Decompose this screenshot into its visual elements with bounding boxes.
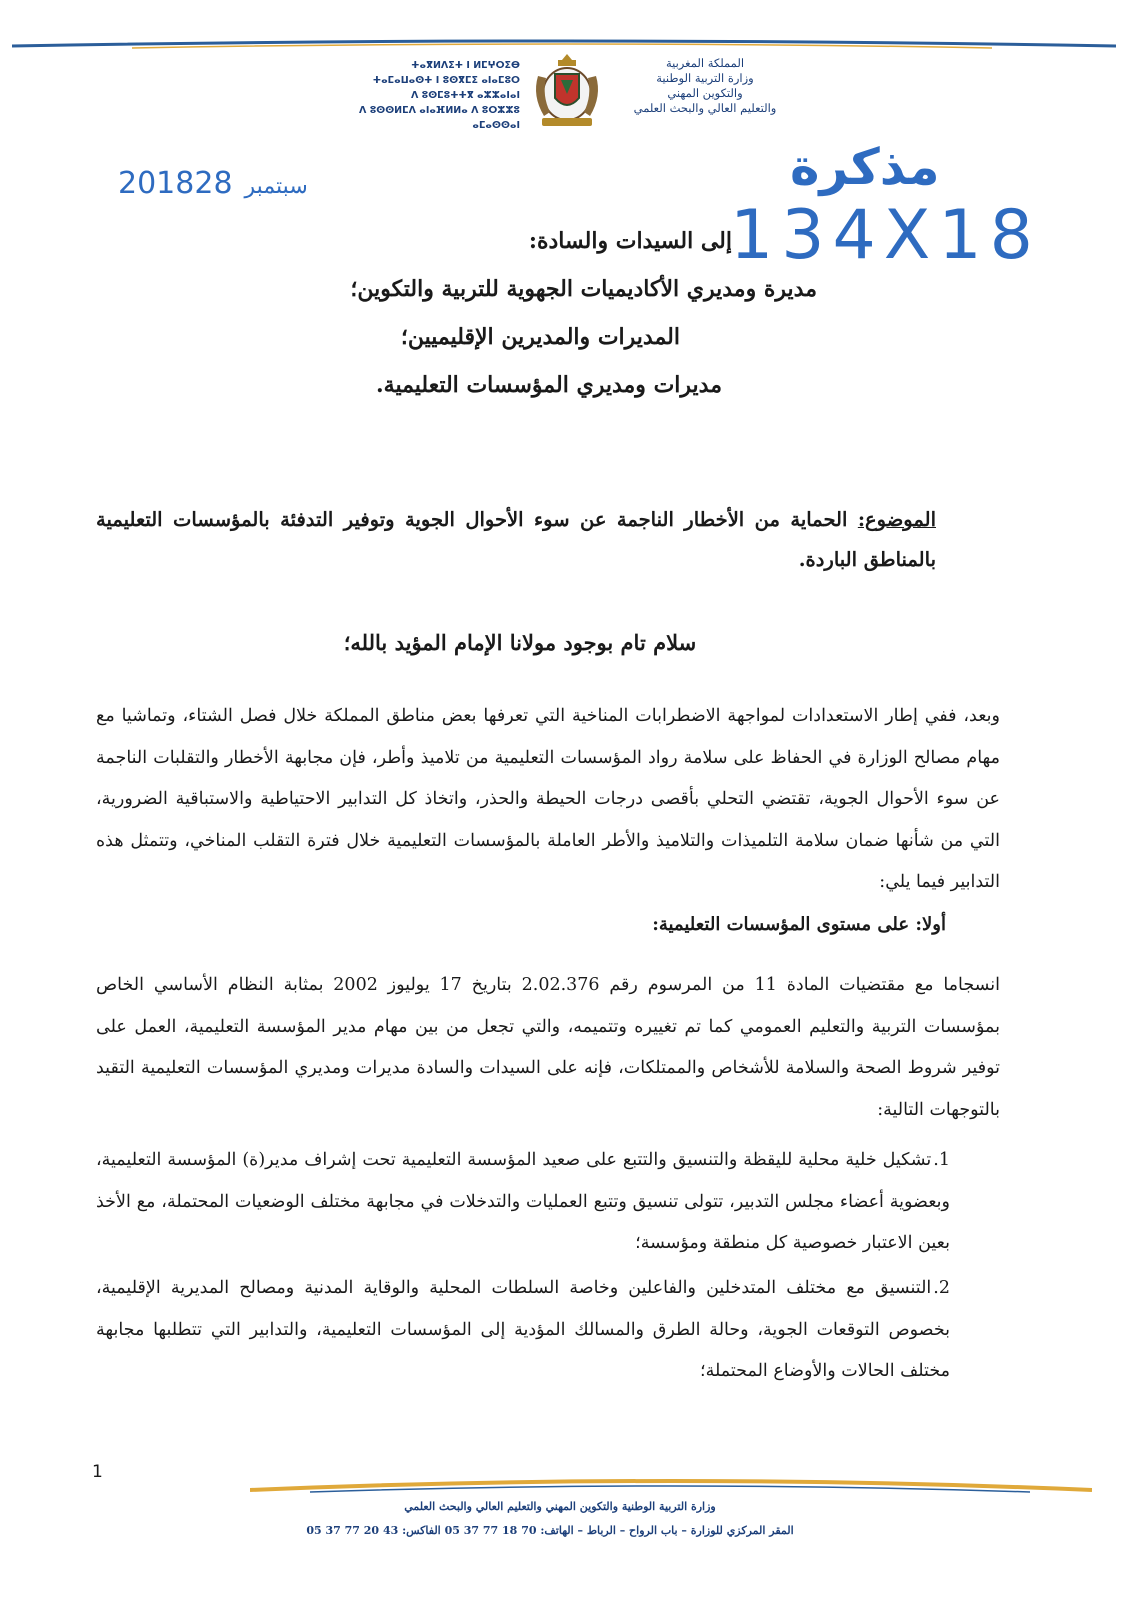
addressee-line: المديرات والمديرين الإقليميين؛ — [400, 324, 680, 350]
addressee-line: إلى السيدات والسادة: — [528, 228, 732, 254]
addressee-line: مديرات ومديري المؤسسات التعليمية. — [375, 372, 722, 398]
date-month: سبتمبر — [244, 174, 308, 199]
list-item-text: التنسيق مع مختلف المتدخلين والفاعلين وخاصة السلطات المحلية والوقاية المدنية ومصالح المديرية الإقليمية، بخصوص التوقعات الجوية، وحالة الطرق والمسالك المؤدية إلى المؤسسات التعليمية، والتدابير التي تتطلبها مجابهة مختلف الحالات والأوضاع المحتملة؛ — [96, 1278, 950, 1381]
footer-rule — [250, 1476, 1092, 1494]
tifinagh-line: ⴷ ⵓⵙⵙⵍⵎⴷ ⴰⵏⴰⴼⵍⵍⴰ ⴷ ⵓⵔⵣⵣⵓ ⴰⵎⴰⵙⵙⴰⵏ — [359, 105, 520, 131]
letterhead-tifinagh — [330, 58, 520, 133]
footer-address: المقر المركزي للوزارة – باب الرواح – الرباط – الهاتف: 70 18 77 37 05 الفاكس: 43 20 77 37 05 — [306, 1524, 794, 1537]
date-year: 2018 — [118, 166, 195, 201]
section-paragraph: انسجاما مع مقتضيات المادة 11 من المرسوم رقم 2.02.376 بتاريخ 17 يوليوز 2002 بمثابة النظام الأساسي الخاص بمؤسسات التربية والتعليم العمومي كما تم تغييره وتتميمه، والتي تجعل من بين مهام مدير المؤسسة التعليمية، العمل على توفير شروط الصحة والسلامة للأشخاص والممتلكات، فإنه على السيدات والسادة مديرات ومديري المؤسسات التعليمية التقيد بالتوجهات التالية: — [96, 975, 1001, 1120]
header-rule — [12, 38, 1116, 50]
list-item-number: 2. — [933, 1278, 950, 1298]
subject-text: الحماية من الأخطار الناجمة عن سوء الأحوال الجوية وتوفير التدفئة بالمؤسسات التعليمية بالمناطق الباردة. — [96, 508, 936, 571]
tifinagh-line: ⵜⴰⴳⵍⴷⵉⵜ ⵏ ⵍⵎⵖⵔⵉⴱ — [411, 60, 520, 71]
section-heading: أولا: على مستوى المؤسسات التعليمية: — [652, 914, 946, 935]
tifinagh-line: ⵜⴰⵎⴰⵡⴰⵙⵜ ⵏ ⵓⵙⴳⵎⵉ ⴰⵏⴰⵎⵓⵔ — [372, 75, 520, 86]
ministry-line: والتعليم العالي والبحث العلمي — [633, 101, 777, 115]
ministry-line: المملكة المغربية — [665, 56, 745, 70]
ministry-line: وزارة التربية الوطنية — [656, 71, 754, 85]
addressee-line: مديرة ومديري الأكاديميات الجهوية للتربية والتكوين؛ — [350, 276, 817, 302]
intro-paragraph: وبعد، ففي إطار الاستعدادات لمواجهة الاضطرابات المناخية التي تعرفها بعض مناطق المملكة خلال فصل الشتاء، وتماشيا مع مهام مصالح الوزارة في الحفاظ على سلامة رواد المؤسسات التعليمية من تلاميذ وأطر، فإن مجابهة الأخطار والتقلبات الناجمة عن سوء الأحوال الجوية، تقتضي التحلي بأقصى درجات الحيطة والحذر، واتخاذ كل التدابير الاحتياطية والاستباقية الضرورية، التي من شأنها ضمان سلامة التلميذات والتلاميذ والأطر العاملة بالمؤسسات التعليمية خلال فترة التقلب المناخي، وتتمثل هذه التدابير فيما يلي: — [96, 706, 1000, 892]
ministry-line: والتكوين المهني — [667, 86, 743, 100]
list-item — [96, 1268, 950, 1393]
list-item-number: 1. — [933, 1150, 950, 1170]
date-day: 28 — [194, 166, 233, 201]
footer-ministry: وزارة التربية الوطنية والتكوين المهني والتعليم العالي والبحث العلمي — [404, 1500, 716, 1513]
subject-label: الموضوع: — [857, 508, 936, 531]
tifinagh-line: ⴷ ⵓⵙⵎⵓⵜⵜⴳ ⴰⵣⵣⴰⵏⴰⵏ — [410, 90, 520, 101]
memo-label-stamp: مذكرة — [790, 138, 940, 196]
list-item-text: تشكيل خلية محلية لليقظة والتنسيق والتتبع على صعيد المؤسسة التعليمية تحت إشراف مدير(ة) المؤسسة التعليمية، وبعضوية أعضاء مجلس التدبير، تتولى تنسيق وتتبع العمليات والتدخلات في مجابهة مختلف الوضعيات المحتملة، مع الأخذ بعين الاعتبار خصوصية كل منطقة ومؤسسة؛ — [96, 1150, 950, 1253]
coat-of-arms-emblem — [528, 50, 606, 130]
greeting: سلام تام بوجود مولانا الإمام المؤيد بالله؛ — [343, 630, 697, 655]
letterhead-arabic — [620, 56, 790, 116]
list-item — [96, 1140, 950, 1265]
date-stamp — [118, 166, 320, 201]
subject-block — [96, 500, 936, 580]
memo-number-stamp: 134X18 — [730, 196, 1041, 275]
page-number: 1 — [92, 1462, 103, 1482]
